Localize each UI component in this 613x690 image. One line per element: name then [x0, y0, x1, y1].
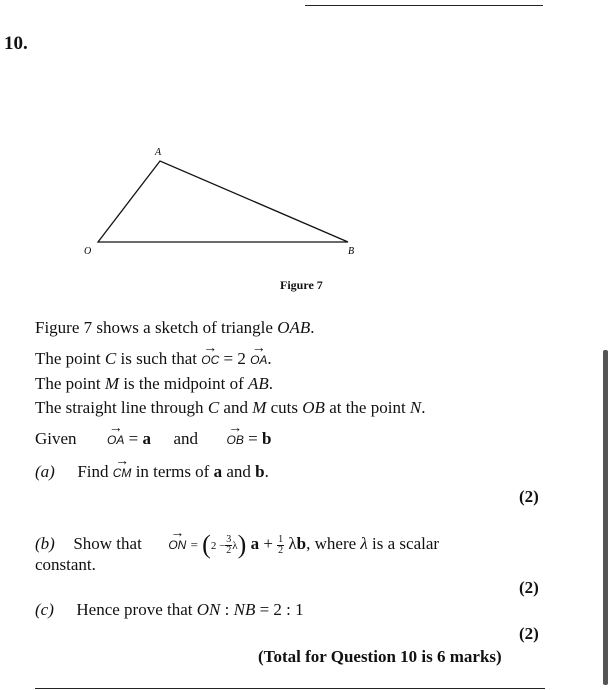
part-a-label: (a): [35, 462, 55, 481]
close-paren: ): [237, 530, 247, 559]
text-line-1: [35, 318, 315, 338]
point-m-2: M: [252, 398, 267, 417]
part-c-ratio: = 2 : 1: [255, 600, 304, 619]
part-b-text3: is a scalar: [367, 533, 440, 553]
vertical-scrollbar[interactable]: [603, 350, 608, 685]
line4-end: .: [421, 398, 426, 417]
top-rule: [305, 5, 543, 6]
part-c-marks: (2): [519, 624, 539, 643]
triangle-oab: [98, 161, 348, 242]
part-a-a: a: [213, 462, 223, 481]
given-label: Given: [35, 429, 77, 448]
point-n: N: [409, 398, 422, 417]
line2-b: is such that: [116, 349, 202, 368]
part-c: [35, 600, 304, 620]
line4-b: and: [219, 398, 253, 417]
text-line-4: [35, 398, 426, 418]
triangle-figure: [80, 140, 370, 270]
line4-a: The straight line through: [35, 398, 208, 417]
line4-d: at the point: [324, 398, 410, 417]
segment-ab: AB: [247, 374, 269, 393]
part-a-text2: in terms of: [131, 462, 214, 481]
part-b-constant: constant.: [35, 555, 96, 574]
question-number: 10.: [4, 33, 28, 54]
line3-a: The point: [35, 374, 105, 393]
line2-end: .: [267, 349, 272, 368]
part-b-marks: (2): [519, 578, 539, 597]
vector-oa: → OA: [250, 353, 267, 367]
vector-on: → ON: [168, 538, 186, 552]
line4-c2: cuts: [266, 398, 303, 417]
segment-nb: NB: [233, 600, 256, 619]
part-c-label: (c): [35, 600, 54, 619]
line2-a: The point: [35, 349, 105, 368]
part-b-text2: , where: [306, 533, 361, 553]
point-c-2: C: [207, 398, 220, 417]
text-line-3: [35, 374, 273, 394]
part-a: [35, 462, 269, 482]
lambda-3: λ: [360, 533, 368, 553]
eq-a: =: [128, 429, 143, 448]
total-marks: (Total for Question 10 is 6 marks): [258, 647, 502, 666]
part-c-colon: :: [220, 600, 234, 619]
part-b-text1: Show that: [73, 533, 142, 553]
line3-end: .: [268, 374, 274, 393]
vertex-label-a: A: [155, 147, 162, 158]
and-word: and: [173, 429, 199, 448]
point-m: M: [104, 374, 120, 393]
frac1-num: 3: [226, 533, 232, 545]
part-b-a: a: [250, 533, 260, 553]
figure-caption: Figure 7: [280, 278, 323, 292]
vector-ob-given: → OB: [227, 433, 244, 447]
vertex-label-b: B: [348, 246, 355, 257]
lambda-2: λ: [284, 533, 297, 553]
part-a-b: b: [255, 462, 265, 481]
part-c-text1: Hence prove that: [76, 600, 197, 619]
part-a-and: and: [222, 462, 256, 481]
line2-mid: = 2: [219, 349, 251, 368]
part-b-eq: =: [190, 536, 198, 552]
vector-cm: → CM: [113, 466, 132, 480]
part-b-b: b: [296, 533, 307, 553]
line3-b: is the midpoint of: [119, 374, 248, 393]
vector-oa-given: → OA: [107, 433, 124, 447]
vertex-label-o: O: [84, 246, 92, 257]
bottom-rule: [35, 688, 545, 689]
line1-text: Figure 7 shows a sketch of triangle: [35, 318, 278, 337]
part-b-label: (b): [35, 533, 55, 553]
part-b-plus: +: [259, 533, 278, 553]
point-c: C: [104, 349, 117, 368]
triangle-name: OAB: [277, 318, 311, 337]
part-a-marks: (2): [519, 487, 539, 506]
vector-a: a: [142, 429, 151, 448]
part-a-end: .: [264, 462, 269, 481]
frac2-den: 2: [278, 544, 284, 556]
line1-end: .: [310, 318, 315, 337]
eq-b: =: [248, 429, 262, 448]
frac2-num: 1: [278, 533, 284, 545]
part-b-inner: 2 −: [210, 539, 226, 552]
segment-on: ON: [196, 600, 221, 619]
frac1-den: 2: [226, 544, 232, 556]
given-line: [35, 429, 271, 449]
lambda-1: λ: [232, 539, 238, 552]
vector-oc: → OC: [201, 353, 219, 367]
vector-b: b: [261, 429, 272, 448]
segment-ob: OB: [302, 398, 325, 417]
part-a-text1: Find: [77, 462, 113, 481]
open-paren: (: [202, 530, 211, 559]
text-line-2: [35, 349, 272, 369]
